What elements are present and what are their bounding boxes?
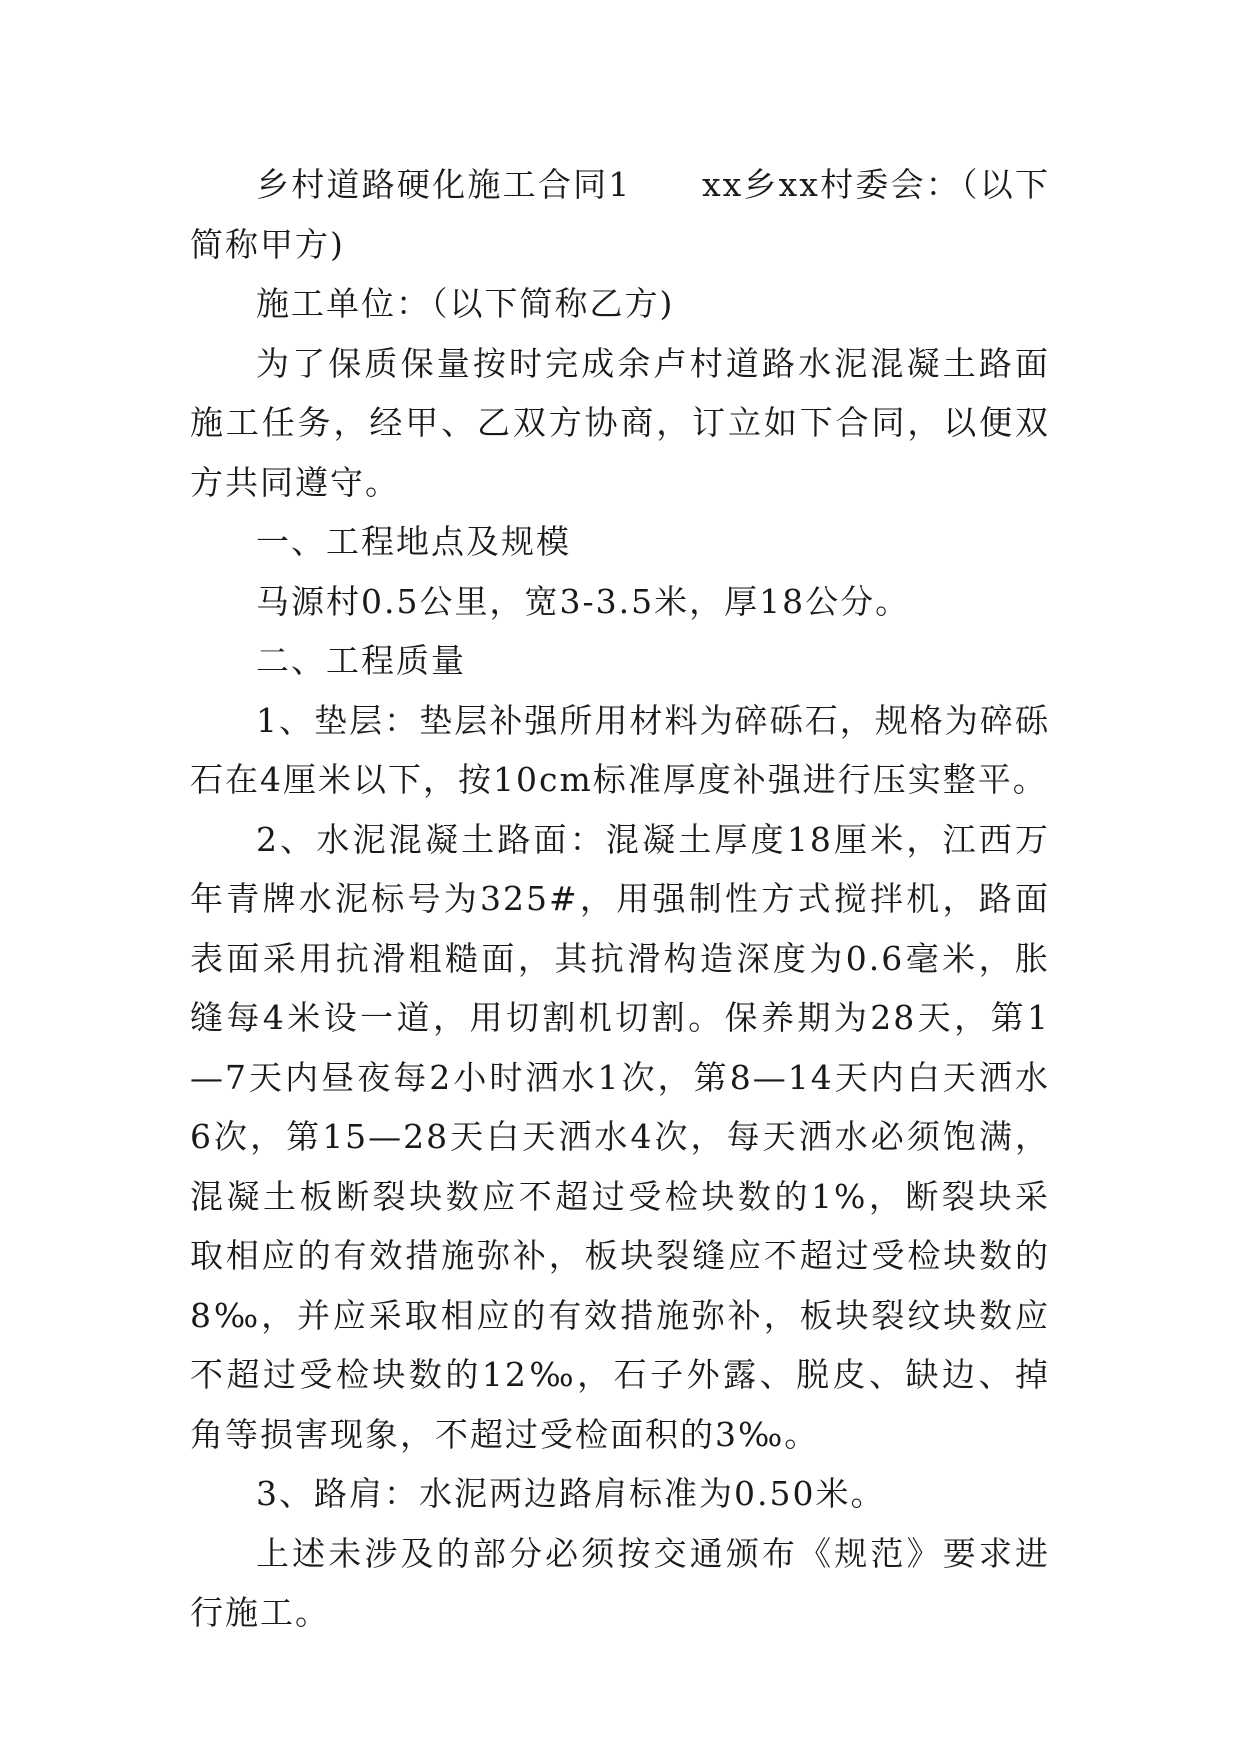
document-body bbox=[190, 155, 1050, 1643]
contractor-paragraph: 施工单位：（以下简称乙方) bbox=[256, 284, 675, 323]
section-heading-quality: 二、工程质量 bbox=[256, 641, 466, 680]
purpose-paragraph: 为了保质保量按时完成余卢村道路水泥混凝土路面施工任务，经甲、乙双方协商，订立如下合同，以便双方共同遵守。 bbox=[190, 343, 1050, 502]
section-heading-location: 一、工程地点及规模 bbox=[256, 522, 571, 561]
location-paragraph: 马源村0.5公里，宽3-3.5米，厚18公分。 bbox=[256, 581, 911, 621]
shoulder-paragraph: 3、路肩：水泥两边路肩标准为0.50米。 bbox=[256, 1474, 886, 1513]
specification-paragraph: 上述未涉及的部分必须按交通颁布《规范》要求进行施工。 bbox=[190, 1533, 1050, 1632]
concrete-surface-paragraph: 2、水泥混凝土路面：混凝土厚度18厘米，江西万年青牌水泥标号为325#，用强制性方式搅拌机，路面表面采用抗滑粗糙面，其抗滑构造深度为0.6毫米，胀缝每4米设一道，用切割机切割。保养期为28天，第1—7天内昼夜每2小时洒水1次，第8—14天内白天洒水6次，第15—28天白天洒水4次，每天洒水必须饱满，混凝土板断裂块数应不超过受检块数的1%，断裂块采取相应的有效措施弥补，板块裂缝应不超过受检块数的8‰，并应采取相应的有效措施弥补，板块裂纹块数应不超过受检块数的12‰，石子外露、脱皮、缺边、掉角等损害现象，不超过受检面积的3‰。 bbox=[190, 819, 1050, 1454]
contract-title-paragraph: 乡村道路硬化施工合同1 xx乡xx村委会：（以下简称甲方) bbox=[190, 165, 1050, 264]
cushion-layer-paragraph: 1、垫层：垫层补强所用材料为碎砾石，规格为碎砾石在4厘米以下，按10cm标准厚度补强进行压实整平。 bbox=[190, 700, 1050, 799]
